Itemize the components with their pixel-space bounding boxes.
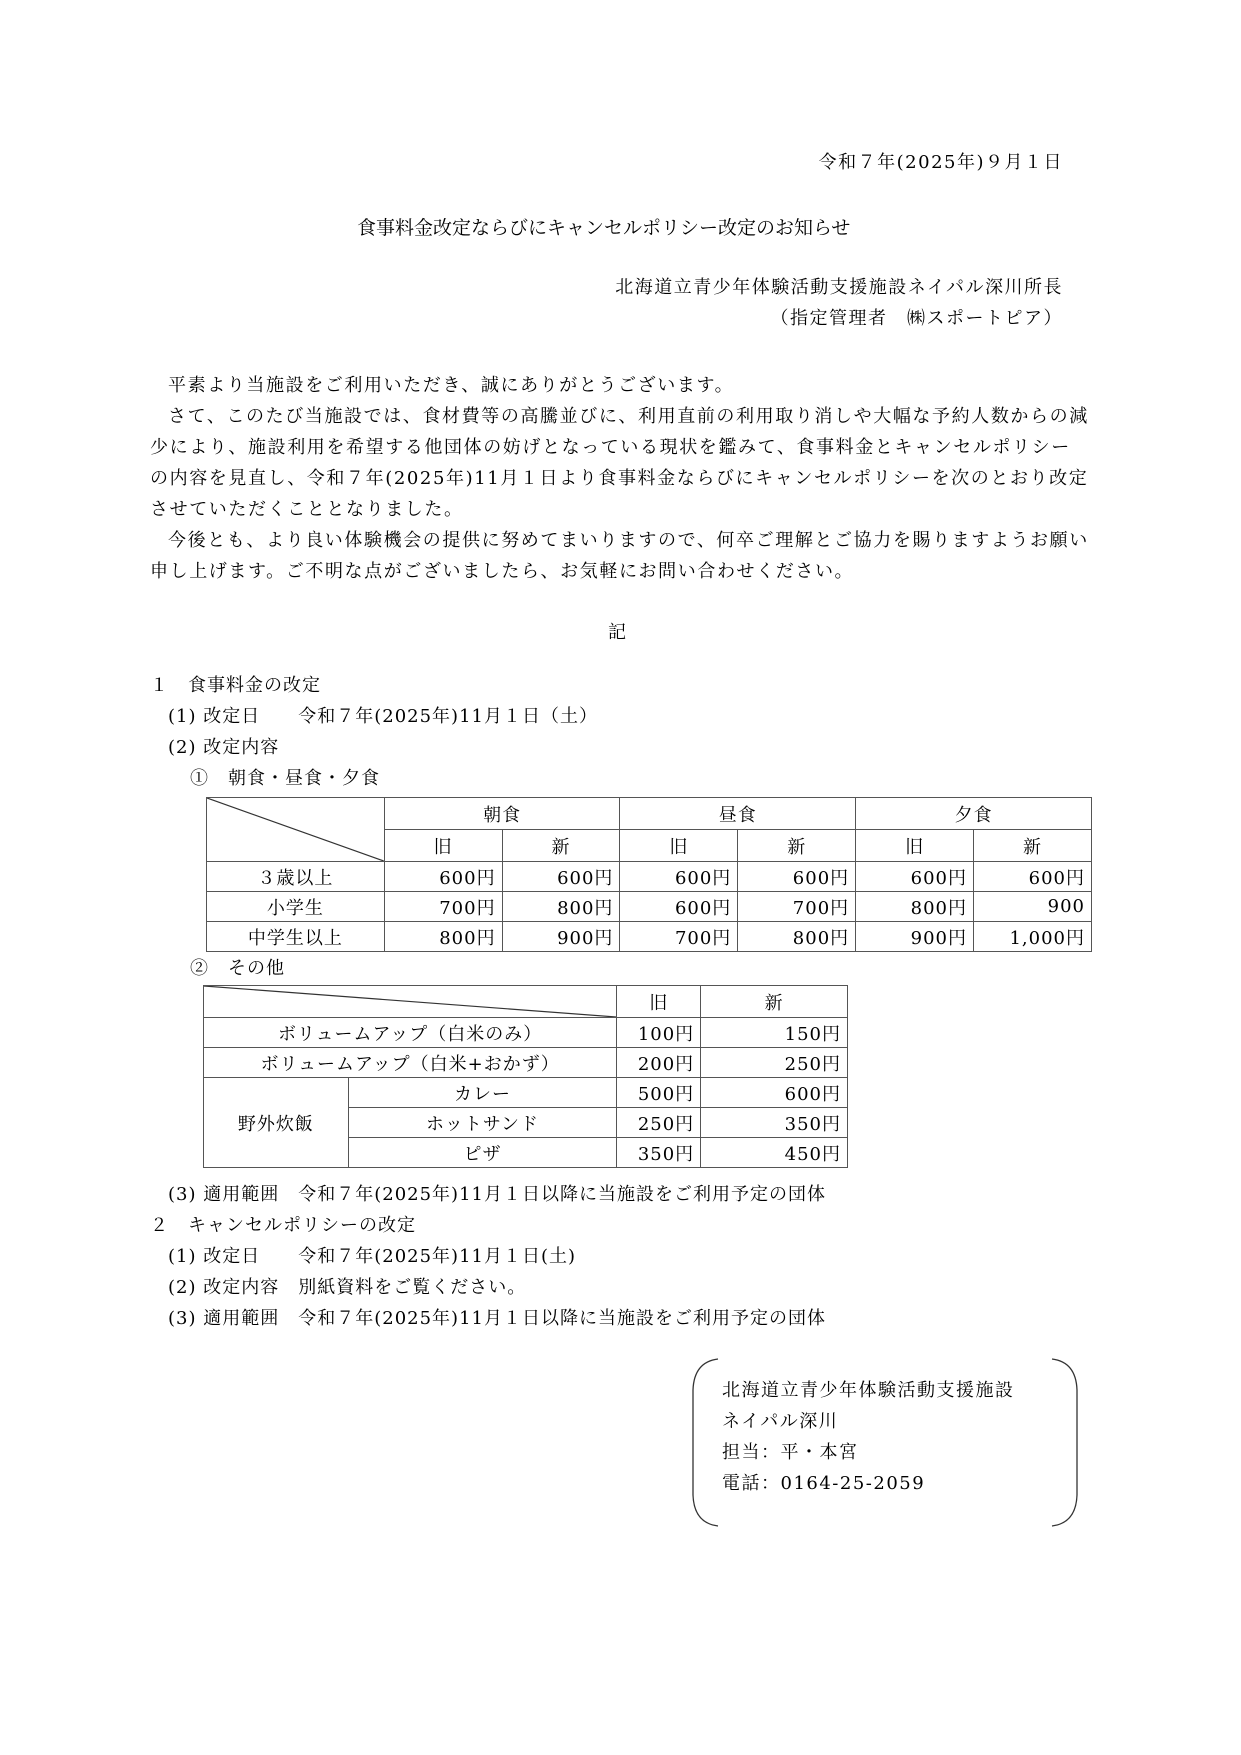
- price-cell: 700円: [738, 892, 856, 922]
- old-header: 旧: [620, 830, 738, 862]
- diagonal-header-cell: [204, 986, 617, 1018]
- row-label: ピザ: [348, 1138, 617, 1168]
- section2-item3: (3) 適用範囲 令和７年(2025年)11月１日以降に当施設をご利用予定の団体: [168, 1308, 826, 1329]
- price-cell: 700円: [620, 922, 738, 952]
- contact-person: 担当：平・本宮: [722, 1442, 859, 1463]
- section2-item2: (2) 改定内容 別紙資料をご覧ください。: [168, 1277, 527, 1298]
- section1-sub2: ② その他: [190, 958, 285, 979]
- document-title: 食事料金改定ならびにキャンセルポリシー改定のお知らせ: [357, 217, 851, 239]
- ki-heading: 記: [608, 622, 628, 643]
- table-row: [204, 1018, 848, 1048]
- issuer-manager: （指定管理者 ㈱スポートピア）: [770, 308, 1063, 329]
- price-cell: 600円: [384, 862, 502, 892]
- contact-box: [692, 1358, 1078, 1527]
- price-cell: 250円: [617, 1108, 701, 1138]
- meal-header-lunch: 昼食: [620, 798, 856, 830]
- meals-price-table: [206, 797, 1092, 952]
- document-date: 令和７年(2025年)９月１日: [818, 152, 1063, 173]
- price-cell: 500円: [617, 1078, 701, 1108]
- price-cell: 600円: [974, 862, 1092, 892]
- old-header: 旧: [617, 986, 701, 1018]
- table-row: [207, 862, 1092, 892]
- price-cell: 800円: [738, 922, 856, 952]
- section1-item1: (1) 改定日 令和７年(2025年)11月１日（土）: [168, 706, 598, 727]
- section1-item3: (3) 適用範囲 令和７年(2025年)11月１日以降に当施設をご利用予定の団体: [168, 1184, 826, 1205]
- row-label: 小学生: [207, 892, 385, 922]
- price-cell: 600円: [620, 862, 738, 892]
- table-row: [204, 1078, 848, 1108]
- section1-sub1: ① 朝食・昼食・夕食: [190, 768, 380, 789]
- price-cell: 600円: [856, 862, 974, 892]
- other-price-table: [203, 985, 848, 1168]
- row-label: 中学生以上: [207, 922, 385, 952]
- price-cell: 800円: [384, 922, 502, 952]
- closing-paragraph: 今後とも、より良い体験機会の提供に努めてまいりますので、何卒ご理解とご協力を賜りますようお願い申し上げます。ご不明な点がございましたら、お気軽にお問い合わせください。: [150, 530, 1089, 582]
- row-label: カレー: [348, 1078, 617, 1108]
- price-cell: 600円: [620, 892, 738, 922]
- row-label: ボリュームアップ（白米+おかず）: [204, 1048, 617, 1078]
- price-cell: 250円: [701, 1048, 848, 1078]
- price-cell: 800円: [502, 892, 620, 922]
- price-cell: 350円: [701, 1108, 848, 1138]
- row-label: ホットサンド: [348, 1108, 617, 1138]
- price-cell: 700円: [384, 892, 502, 922]
- contact-facility-name: ネイパル深川: [722, 1411, 839, 1432]
- price-cell: 900: [974, 892, 1092, 922]
- price-cell: 600円: [502, 862, 620, 892]
- table-row: [207, 922, 1092, 952]
- greeting-paragraph: 平素より当施設をご利用いただき、誠にありがとうございます。: [168, 375, 735, 396]
- price-cell: 100円: [617, 1018, 701, 1048]
- price-cell: 900円: [856, 922, 974, 952]
- section1-item2: (2) 改定内容: [168, 737, 280, 758]
- reason-paragraph: さて、このたび当施設では、食材費等の高騰並びに、利用直前の利用取り消しや大幅な予約人数からの減少により、施設利用を希望する他団体の妨げとなっている現状を鑑みて、食事料金とキャンセルポリシーの内容を見直し、令和７年(2025年)11月１日より食事料金ならびにキャンセルポリシーを次のとおり改定させていただくこととなりました。: [150, 406, 1089, 520]
- diagonal-header-cell: [207, 798, 385, 862]
- price-cell: 600円: [738, 862, 856, 892]
- new-header: 新: [502, 830, 620, 862]
- section2-item1: (1) 改定日 令和７年(2025年)11月１日(土): [168, 1246, 577, 1267]
- new-header: 新: [701, 986, 848, 1018]
- row-label: ボリュームアップ（白米のみ）: [204, 1018, 617, 1048]
- contact-phone: 電話：0164-25-2059: [722, 1473, 926, 1494]
- price-cell: 150円: [701, 1018, 848, 1048]
- new-header: 新: [974, 830, 1092, 862]
- issuer-name: 北海道立青少年体験活動支援施設ネイパル深川所長: [615, 277, 1063, 298]
- price-cell: 600円: [701, 1078, 848, 1108]
- price-cell: 800円: [856, 892, 974, 922]
- price-cell: 200円: [617, 1048, 701, 1078]
- price-cell: 350円: [617, 1138, 701, 1168]
- old-header: 旧: [384, 830, 502, 862]
- price-cell: 450円: [701, 1138, 848, 1168]
- row-label: ３歳以上: [207, 862, 385, 892]
- table-row: [204, 1048, 848, 1078]
- table-row: [207, 892, 1092, 922]
- old-header: 旧: [856, 830, 974, 862]
- price-cell: 900円: [502, 922, 620, 952]
- meal-header-breakfast: 朝食: [384, 798, 620, 830]
- price-cell: 1,000円: [974, 922, 1092, 952]
- new-header: 新: [738, 830, 856, 862]
- meal-header-dinner: 夕食: [856, 798, 1092, 830]
- section1-heading: １ 食事料金の改定: [150, 675, 321, 696]
- section2-heading: ２ キャンセルポリシーの改定: [150, 1215, 416, 1236]
- outdoor-cooking-label: 野外炊飯: [204, 1078, 349, 1168]
- contact-facility: 北海道立青少年体験活動支援施設: [722, 1380, 1015, 1401]
